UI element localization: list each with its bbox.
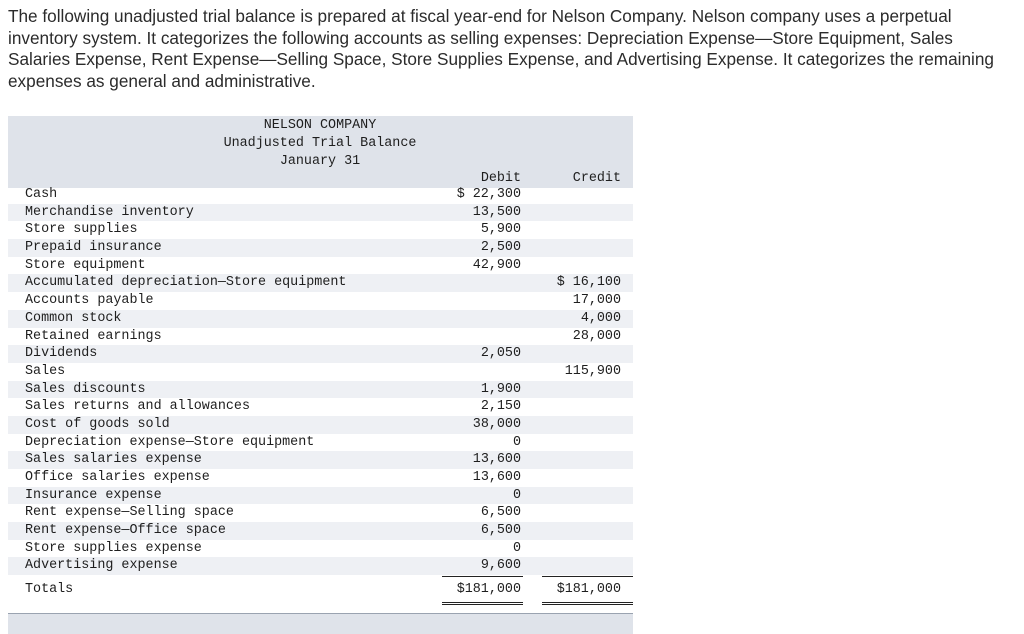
table-row	[8, 363, 633, 381]
totals-credit: $181,000	[556, 582, 621, 597]
table-row	[8, 504, 633, 522]
account-name: Store supplies	[25, 222, 138, 238]
debit-column-header: Debit	[480, 171, 521, 186]
account-name: Accumulated depreciation—Store equipment	[25, 275, 347, 291]
table-row	[8, 469, 633, 487]
totals-label: Totals	[25, 582, 74, 597]
table-footer-band	[8, 613, 633, 634]
problem-intro-text: The following unadjusted trial balance is prepared at fiscal year-end for Nelson Company. Nelson company uses a perpetual inventory system. It categorizes the following accounts as selling expenses: Depreciation Expense—Store Equipment, Sales Salaries Expense, Rent Expense—Selling Space, Store Supplies Expense, and Advertising Expense. It categorizes the remaining expenses as general and administrative.	[8, 6, 994, 91]
table-row	[8, 381, 633, 399]
table-row	[8, 274, 633, 292]
account-name: Store equipment	[25, 257, 146, 273]
table-row	[8, 239, 633, 257]
debit-amount: 2,500	[480, 240, 521, 256]
debit-amount: 42,900	[472, 257, 521, 273]
statement-date: January 31	[279, 154, 361, 169]
credit-amount: 17,000	[572, 293, 621, 309]
table-row	[8, 557, 633, 575]
account-name: Office salaries expense	[25, 470, 210, 485]
statement-title: Unadjusted Trial Balance	[223, 136, 417, 151]
table-row	[8, 204, 633, 222]
account-name: Accounts payable	[25, 293, 154, 309]
credit-column-header: Credit	[572, 171, 621, 186]
table-row	[8, 345, 633, 363]
debit-amount: 0	[512, 540, 521, 556]
account-name: Dividends	[25, 346, 98, 362]
table-row	[8, 398, 633, 416]
debit-amount: 2,050	[480, 346, 521, 362]
table-row	[8, 257, 633, 275]
account-name: Retained earnings	[25, 328, 162, 344]
credit-amount: 28,000	[572, 328, 621, 344]
account-name: Sales	[25, 363, 66, 379]
account-name: Sales discounts	[25, 381, 146, 397]
table-row	[8, 540, 633, 558]
debit-amount: 0	[512, 434, 521, 450]
table-row	[8, 434, 633, 452]
account-name: Sales salaries expense	[25, 452, 202, 468]
credit-double-rule	[542, 602, 633, 605]
account-name: Depreciation expense—Store equipment	[25, 434, 315, 450]
account-name: Cash	[25, 187, 58, 202]
company-name: NELSON COMPANY	[263, 118, 377, 133]
account-name: Cost of goods sold	[25, 416, 170, 432]
debit-amount: 13,600	[472, 470, 521, 485]
account-name: Insurance expense	[25, 487, 162, 503]
debit-double-rule	[442, 602, 523, 605]
credit-amount: 4,000	[580, 310, 621, 326]
table-row	[8, 221, 633, 239]
account-name: Rent expense—Selling space	[25, 505, 234, 521]
debit-amount: 13,600	[472, 452, 521, 468]
account-name: Merchandise inventory	[25, 204, 194, 220]
debit-amount: 5,900	[480, 222, 521, 238]
debit-amount: 13,500	[472, 204, 521, 220]
table-row	[8, 186, 633, 204]
credit-amount: 115,900	[564, 363, 621, 379]
trial-balance-table	[8, 116, 633, 633]
debit-amount: 6,500	[480, 505, 521, 521]
totals-row	[8, 580, 633, 600]
debit-amount: 6,500	[480, 523, 521, 539]
table-row	[8, 310, 633, 328]
table-row	[8, 522, 633, 540]
debit-amount: $ 22,300	[456, 187, 521, 202]
table-row	[8, 451, 633, 469]
account-name: Common stock	[25, 310, 122, 326]
account-name: Prepaid insurance	[25, 240, 162, 256]
account-name: Advertising expense	[25, 558, 178, 574]
debit-amount: 2,150	[480, 399, 521, 415]
table-row	[8, 416, 633, 434]
table-row	[8, 328, 633, 346]
credit-total-rule	[542, 576, 633, 577]
account-name: Rent expense—Office space	[25, 523, 226, 539]
totals-debit: $181,000	[456, 582, 521, 597]
account-rows	[8, 186, 633, 575]
debit-total-rule	[442, 576, 523, 577]
account-name: Store supplies expense	[25, 540, 202, 556]
debit-amount: 1,900	[480, 381, 521, 397]
table-row	[8, 487, 633, 505]
account-name: Sales returns and allowances	[25, 399, 250, 415]
debit-amount: 38,000	[472, 416, 521, 432]
debit-amount: 0	[512, 487, 521, 503]
table-row	[8, 292, 633, 310]
credit-amount: $ 16,100	[556, 275, 621, 291]
debit-amount: 9,600	[480, 558, 521, 574]
